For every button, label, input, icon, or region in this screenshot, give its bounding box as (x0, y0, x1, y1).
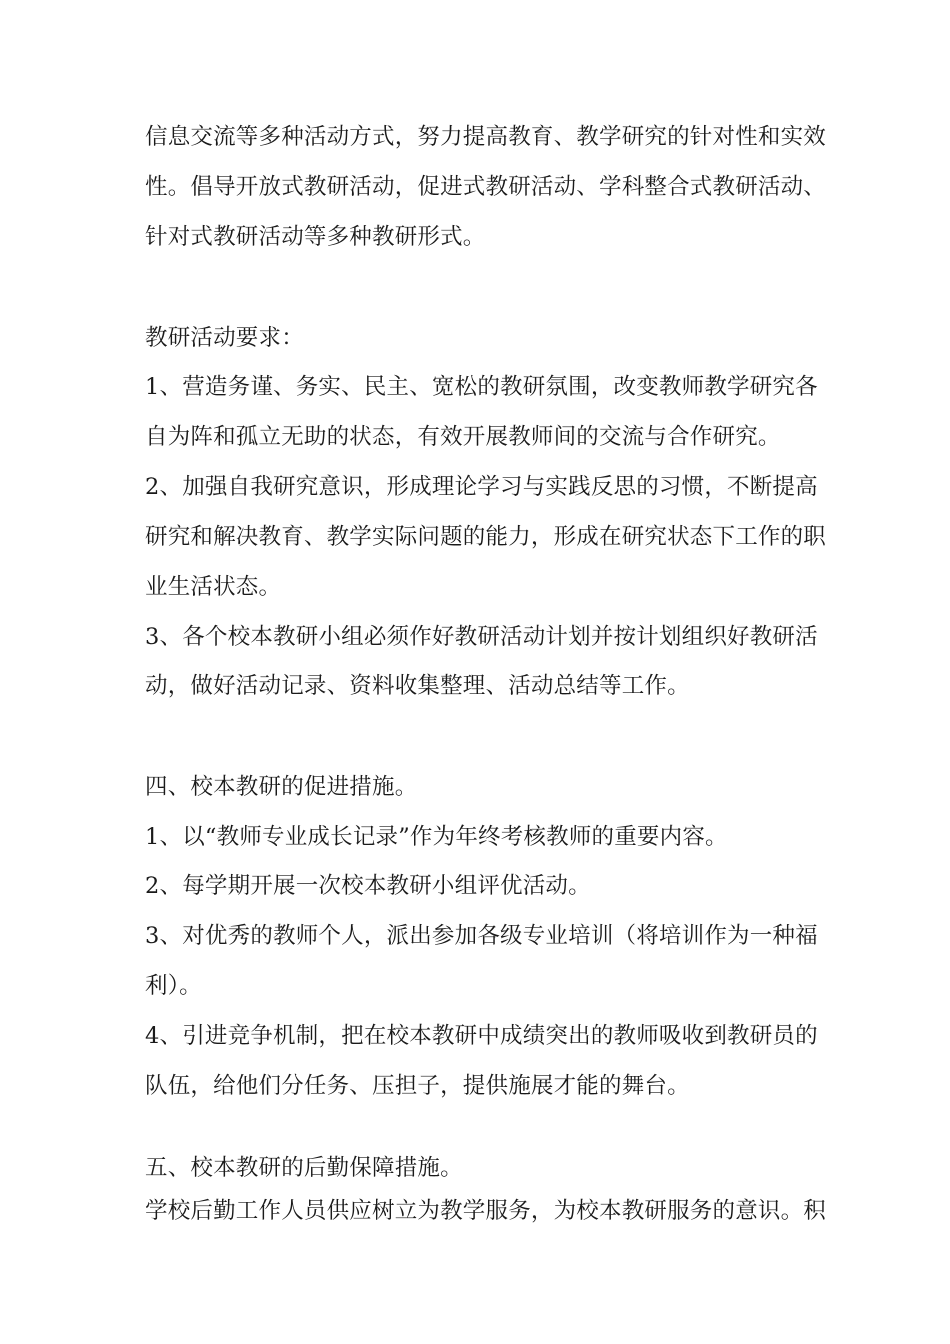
paragraph-line: 2、加强自我研究意识，形成理论学习与实践反思的习惯，不断提高 (145, 474, 818, 500)
section-heading: 五、校本教研的后勤保障措施。 (145, 1155, 463, 1181)
paragraph-line: 队伍，给他们分任务、压担子，提供施展才能的舞台。 (145, 1073, 690, 1099)
paragraph-line: 动，做好活动记录、资料收集整理、活动总结等工作。 (145, 673, 690, 699)
paragraph-line: 4、引进竞争机制，把在校本教研中成绩突出的教师吸收到教研员的 (145, 1023, 818, 1049)
paragraph-line: 信息交流等多种活动方式，努力提高教育、教学研究的针对性和实效 (145, 124, 827, 150)
paragraph-line: 3、对优秀的教师个人，派出参加各级专业培训（将培训作为一种福 (145, 923, 818, 949)
paragraph-line: 1、营造务谨、务实、民主、宽松的教研氛围，改变教师教学研究各 (145, 374, 818, 400)
paragraph-line: 针对式教研活动等多种教研形式。 (145, 224, 486, 250)
paragraph-line: 自为阵和孤立无助的状态，有效开展教师间的交流与合作研究。 (145, 424, 781, 450)
paragraph-line: 3、各个校本教研小组必须作好教研活动计划并按计划组织好教研活 (145, 624, 818, 650)
paragraph-line: 研究和解决教育、教学实际问题的能力，形成在研究状态下工作的职 (145, 524, 827, 550)
paragraph-line: 2、每学期开展一次校本教研小组评优活动。 (145, 873, 591, 899)
paragraph-line: 1、以“教师专业成长记录”作为年终考核教师的重要内容。 (145, 824, 728, 850)
paragraph-line: 性。倡导开放式教研活动，促进式教研活动、学科整合式教研活动、 (145, 174, 827, 200)
section-heading: 教研活动要求： (145, 325, 304, 351)
paragraph-line: 利）。 (145, 973, 202, 999)
section-heading: 四、校本教研的促进措施。 (145, 774, 418, 800)
paragraph-line: 学校后勤工作人员供应树立为教学服务，为校本教研服务的意识。积 (145, 1198, 827, 1224)
paragraph-line: 业生活状态。 (145, 574, 282, 600)
